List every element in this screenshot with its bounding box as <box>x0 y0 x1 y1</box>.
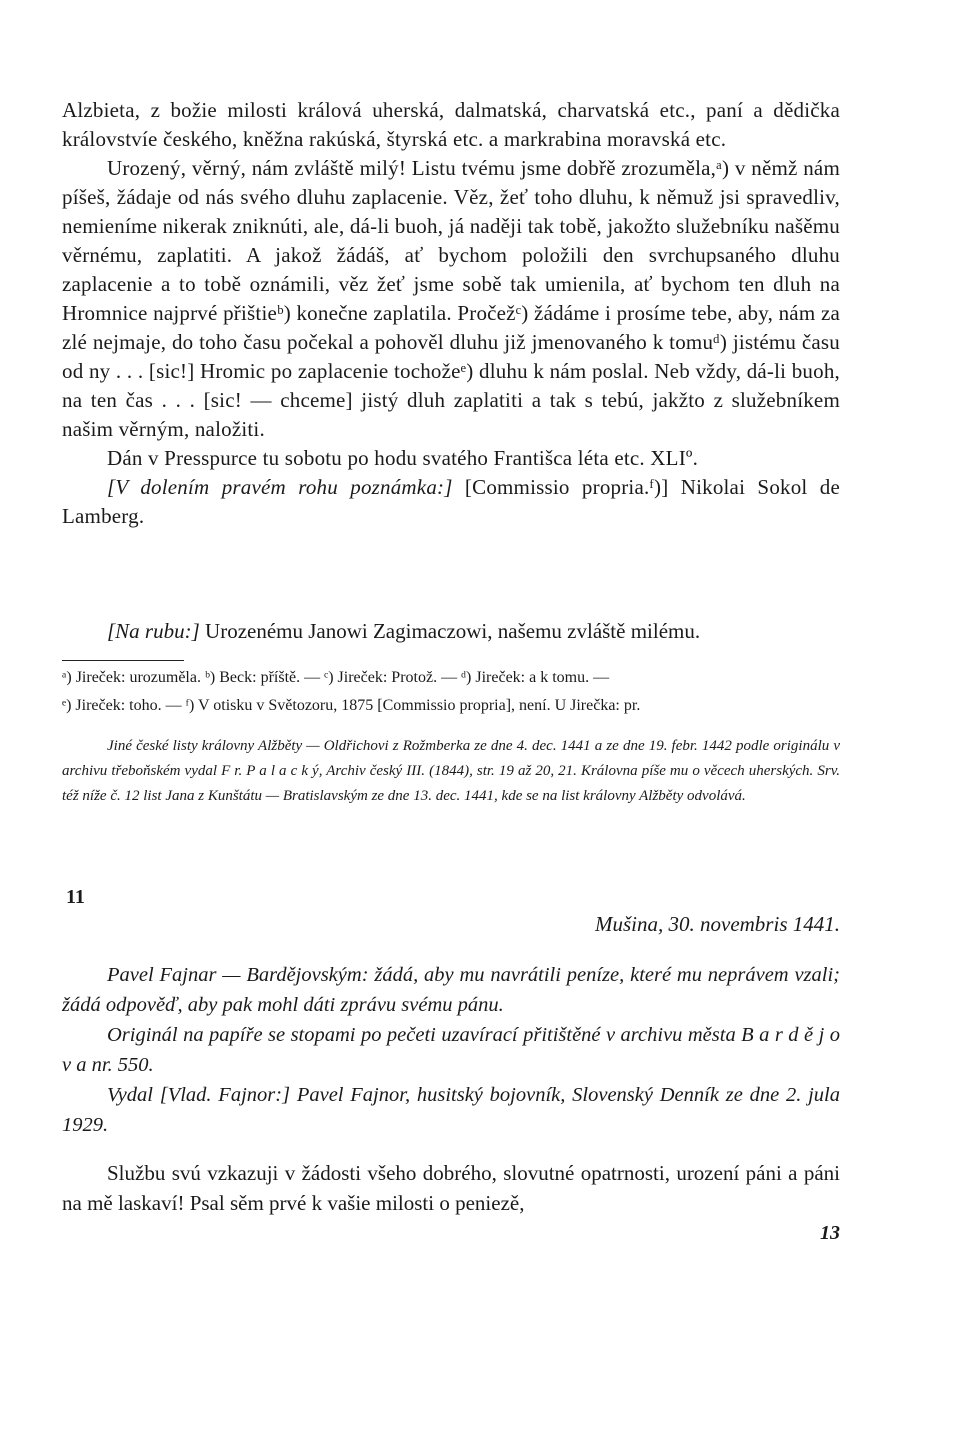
letter-body: Urozený, věrný, nám zvláště milý! Listu tvému jsme dobřě zrozuměla,ᵃ) v němž nám píšeš, žádaje od nás svého dluhu zaplacenie. Věz, žeť toho dluhu, k němuž jsi spravedliv, nemieníme nikerak zniknúti, ale, dá-li buoh, já naději tak tobě, jakožto služebníku našěmu věrnému, zaplatiti. A jakož žádáš, ať bychom položili den svrchupsaného dluhu zaplacenie a to tobě oznámili, věz žeť jsme sobě tak umienila, ať bychom ten dluh na Hromnice najprvé přištieᵇ) konečne zaplatila. Pročežᶜ) žádáme i prosíme tebe, aby, nám za zlé nejmaje, do toho času počekal a pohověl dluhu již jmenovaného k tomuᵈ) jistému času od ny . . . [sic!] Hromic po zaplacenie tochožeᵉ) dluhu k nám poslal. Neb vždy, dá-li buoh, na ten čas . . . [sic! — chceme] jistý dluh zaplatiti a tak s tebú, jakžto z služebníkem našim věrným, naložiti. <box>62 156 840 441</box>
footnote-line: ᵉ) Jireček: toho. — ᶠ) V otisku v Světozoru, 1875 [Commissio propria], není. U Jirečka: pr. <box>62 697 641 714</box>
letter-note <box>62 473 840 531</box>
dateline: Mušina, 30. novembris 1441. <box>595 912 840 936</box>
regest-summary: Pavel Fajnar — Bardějovským: žádá, aby mu navrátili peníze, které mu neprávem vzali; žádá odpověď, aby pak mohl dáti zprávu svému pánu. <box>62 964 840 1016</box>
footnote-divider <box>62 660 184 661</box>
letter-note-text: [Commissio propria.ᶠ)] Nikolai Sokol de Lamberg. <box>62 475 840 528</box>
regest-source: Originál na papíře se stopami po pečeti uzavírací přitištěné v archivu města B a r d ě j o v a nr. 550. <box>62 1024 840 1076</box>
editorial-note: Jiné české listy královny Alžběty — Oldřichovi z Rožmberka ze dne 4. dec. 1441 a ze dne 19. febr. 1442 podle originálu v archivu třeboňském vydal F r. P a l a c k ý, Archiv český III. (1844), str. 19 až 20, 21. Královna píše mu o věcech uherských. Srv. též níže č. 12 list Jana z Kunštátu — Bratislavským ze dne 13. dec. 1441, kde se na list královny Alžběty odvolává. <box>62 738 840 804</box>
regest-edition: Vydal [Vlad. Fajnor:] Pavel Fajnor, husitský bojovník, Slovenský Denník ze dne 2. jula 1929. <box>62 1084 840 1136</box>
page-number: 13 <box>820 1222 840 1244</box>
letter-text <box>62 96 840 531</box>
verso-label: [Na rubu:] <box>107 619 200 643</box>
verso-address <box>62 617 840 646</box>
verso-text: Urozenému Janowi Zagimaczowi, našemu zvláště milému. <box>199 619 701 643</box>
letter-dating: Dán v Presspurce tu sobotu po hodu svatého Františca léta etc. XLIº. <box>107 446 699 470</box>
letter-note-label: [V dolením pravém rohu poznámka:] <box>107 475 453 499</box>
document-number: 11 <box>66 886 85 908</box>
document-text: Službu svú vzkazuji v žádosti všeho dobrého, slovutné opatrnosti, urození páni a páni na mě laskaví! Psal sěm prvé k vašie milosti o peniezě, <box>62 1161 840 1215</box>
footnote-line: ᵃ) Jireček: urozuměla. ᵇ) Beck: příště. — ᶜ) Jireček: Protož. — ᵈ) Jireček: a k tomu. — <box>62 669 610 686</box>
regest <box>62 960 840 1140</box>
page <box>62 0 840 1446</box>
letter-intitulation: Alzbieta, z božie milosti králová uherská, dalmatská, charvatská etc., paní a dědička královstvíe českého, kněžna rakúská, štyrská etc. a markrabina moravská etc. <box>62 98 840 151</box>
footnotes <box>62 664 840 720</box>
